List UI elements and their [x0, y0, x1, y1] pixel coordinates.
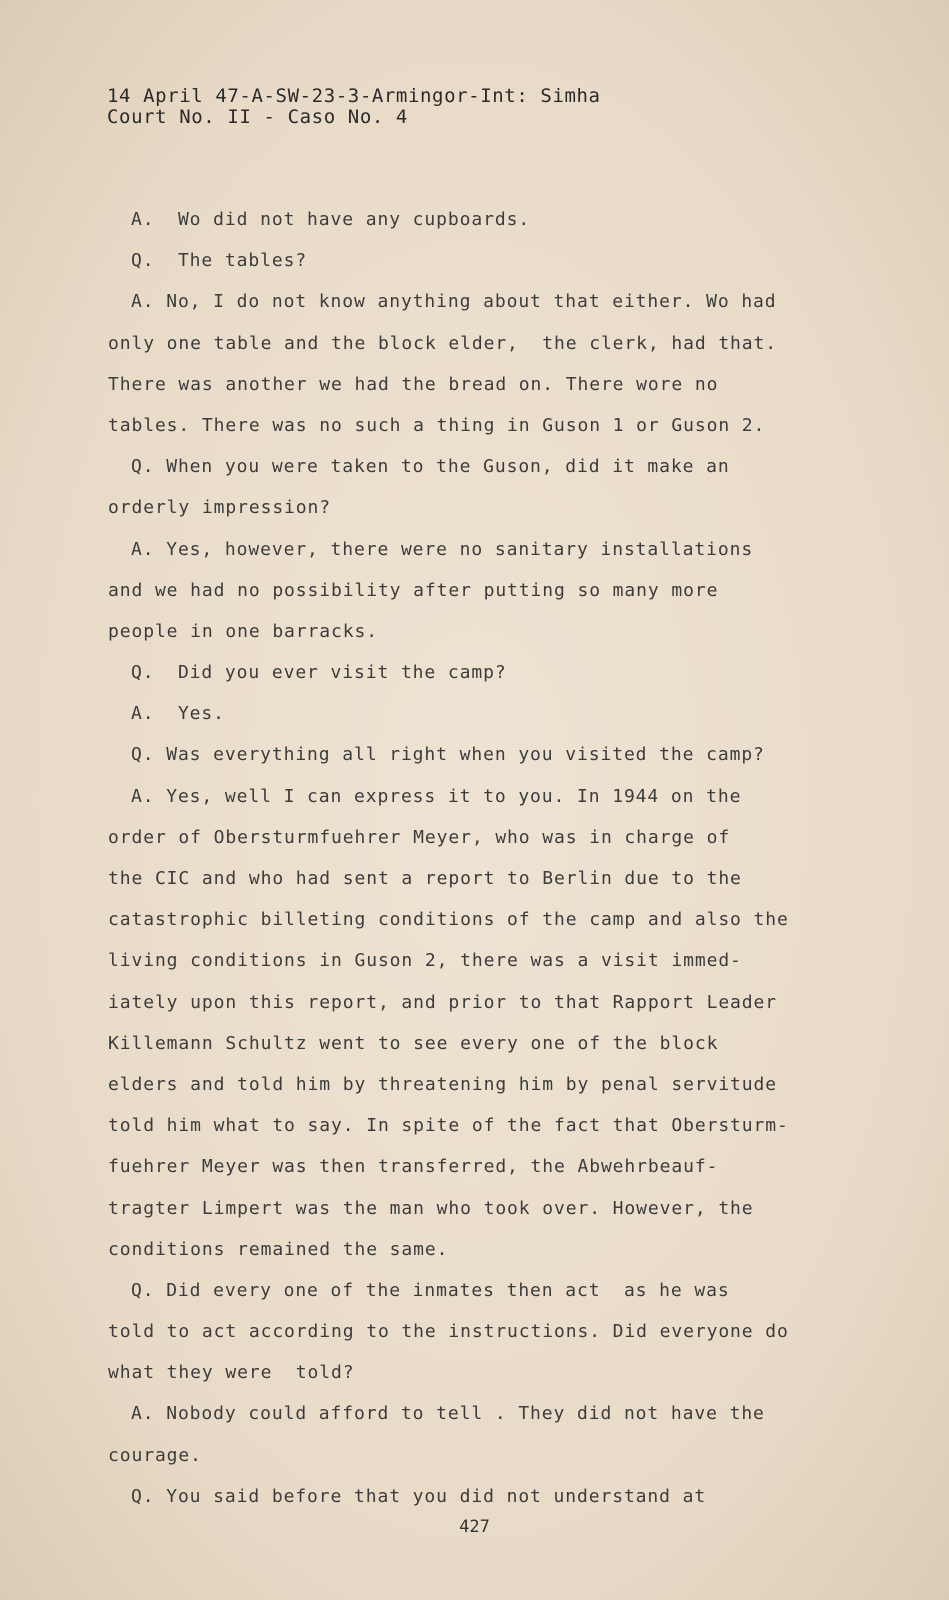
- transcript-line: Q. Was everything all right when you visited the camp?: [131, 744, 765, 766]
- header-line-1: 14 April 47-A-SW-23-3-Armingor-Int: Simha: [107, 85, 601, 107]
- transcript-line: tables. There was no such a thing in Guson 1 or Guson 2.: [108, 414, 766, 436]
- transcript-line: and we had no possibility after putting so many more: [108, 579, 719, 601]
- transcript-line: tragter Limpert was the man who took over. However, the: [108, 1197, 754, 1219]
- transcript-line: Q. Did every one of the inmates then act as he was: [131, 1279, 730, 1301]
- header-line-2: Court No. II - Caso No. 4: [107, 106, 408, 128]
- transcript-line: Q. You said before that you did not understand at: [131, 1485, 707, 1507]
- transcript-line: conditions remained the same.: [108, 1238, 449, 1260]
- transcript-line: A. No, I do not know anything about that either. Wo had: [131, 291, 777, 313]
- transcript-line: There was another we had the bread on. There wore no: [108, 373, 719, 395]
- transcript-line: catastrophic billeting conditions of the camp and also the: [108, 909, 789, 931]
- transcript-line: elders and told him by threatening him by penal servitude: [108, 1073, 778, 1095]
- transcript-line: courage.: [108, 1444, 202, 1466]
- transcript-body: [108, 206, 928, 1524]
- transcript-line: the CIC and who had sent a report to Berlin due to the: [108, 868, 742, 889]
- transcript-line: only one table and the block elder, the clerk, had that.: [108, 332, 778, 354]
- transcript-line: iately upon this report, and prior to that Rapport Leader: [108, 991, 778, 1013]
- transcript-line: A. Yes.: [131, 703, 225, 725]
- transcript-line: A. Nobody could afford to tell . They did not have the: [131, 1403, 765, 1425]
- transcript-line: told him what to say. In spite of the fact that Obersturm-: [108, 1115, 789, 1137]
- page-number: 427: [459, 1517, 490, 1537]
- transcript-line: Killemann Schultz went to see every one of the block: [108, 1032, 719, 1054]
- transcript-line: A. Yes, well I can express it to you. In 1944 on the: [131, 785, 742, 807]
- transcript-line: living conditions in Guson 2, there was a visit immed-: [108, 950, 742, 972]
- transcript-line: order of Obersturmfuehrer Meyer, who was in charge of: [108, 826, 731, 848]
- transcript-line: Q. Did you ever visit the camp?: [131, 662, 507, 684]
- transcript-line: orderly impression?: [108, 497, 332, 519]
- transcript-line: fuehrer Meyer was then transferred, the Abwehrbeauf-: [108, 1156, 719, 1178]
- transcript-line: Q. The tables?: [131, 250, 308, 272]
- transcript-line: people in one barracks.: [108, 620, 378, 642]
- transcript-line: A. Yes, however, there were no sanitary installations: [131, 538, 754, 560]
- transcript-line: told to act according to the instructions. Did everyone do: [108, 1321, 789, 1343]
- transcript-line: what they were told?: [108, 1362, 355, 1384]
- transcript-line: A. Wo did not have any cupboards.: [131, 209, 531, 230]
- document-header: [107, 86, 601, 128]
- transcript-line: Q. When you were taken to the Guson, did it make an: [131, 456, 730, 478]
